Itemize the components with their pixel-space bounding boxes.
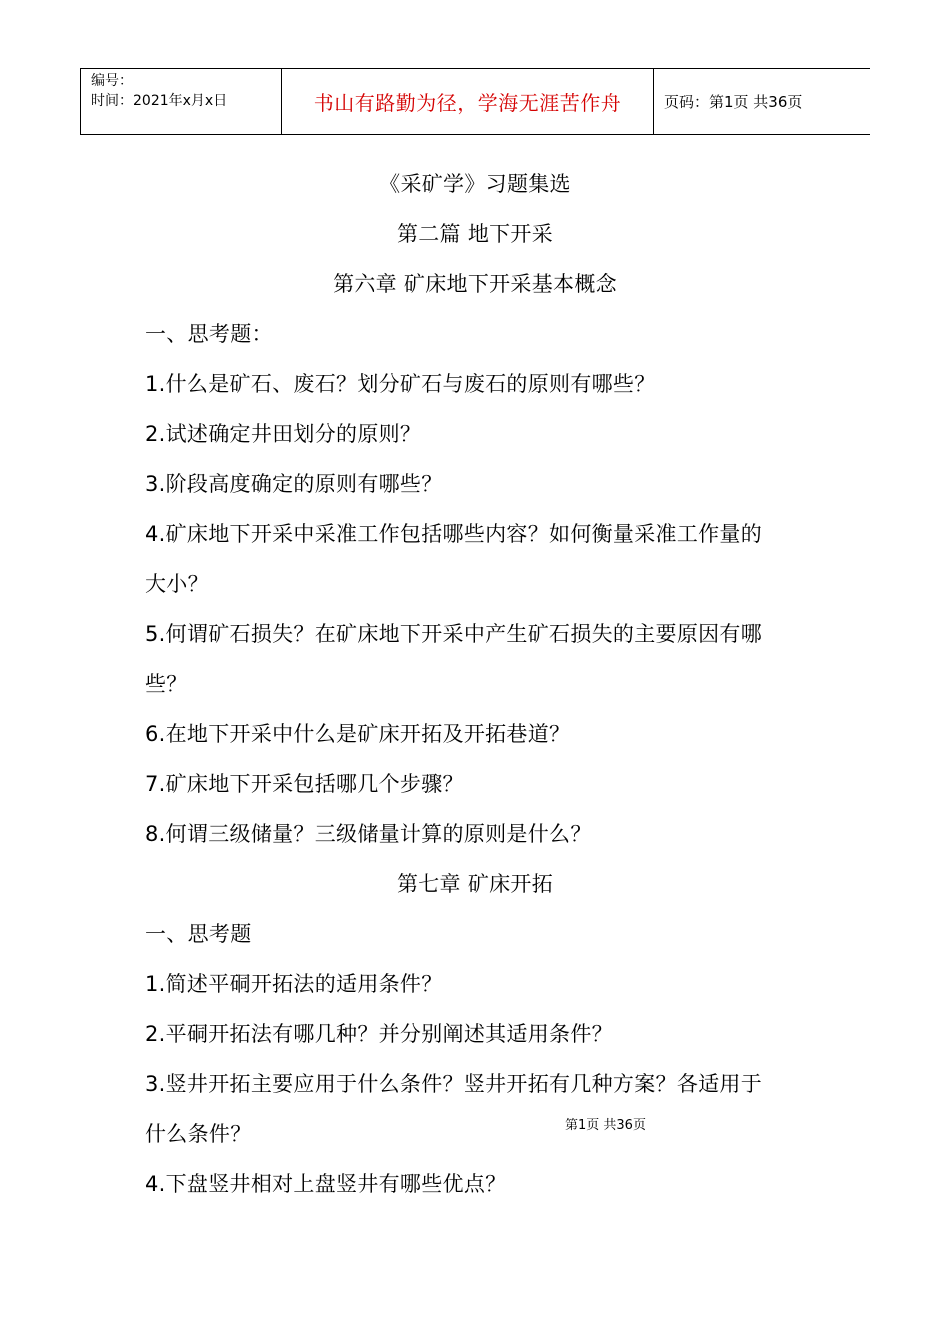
chapter-7-section-heading: 一、思考题 (145, 922, 252, 946)
question-line: 些？ (145, 672, 188, 696)
question-line: 3.竖井开拓主要应用于什么条件？竖井开拓有几种方案？各适用于 (145, 1072, 763, 1096)
question-line: 8.何谓三级储量？三级储量计算的原则是什么？ (145, 822, 592, 846)
question-line: 2.平硐开拓法有哪几种？并分别阐述其适用条件？ (145, 1022, 613, 1046)
document-number-label: 编号： (91, 73, 133, 89)
header-page-cell (654, 69, 870, 134)
header-table (80, 68, 870, 135)
question-line: 7.矿床地下开采包括哪几个步骤？ (145, 772, 464, 796)
question-line: 什么条件？ (145, 1122, 252, 1146)
part-title: 第二篇 地下开采 (396, 222, 554, 246)
header-motto: 书山有路勤为径，学海无涯苦作舟 (313, 91, 622, 115)
question-line: 5.何谓矿石损失？在矿床地下开采中产生矿石损失的主要原因有哪 (145, 622, 763, 646)
chapter-7-title: 第七章 矿床开拓 (396, 872, 554, 896)
header-page-info: 页码：第1页 共36页 (664, 93, 803, 111)
document-time-label: 时间：2021年x月x日 (91, 93, 228, 109)
question-line: 4.矿床地下开采中采准工作包括哪些内容？如何衡量采准工作量的 (145, 522, 763, 546)
question-line: 大小？ (145, 572, 209, 596)
header-motto-cell (282, 69, 654, 134)
question-line: 4.下盘竖井相对上盘竖井有哪些优点？ (145, 1172, 507, 1196)
header-meta-cell (80, 69, 282, 134)
chapter-6-section-heading: 一、思考题： (145, 322, 273, 346)
question-line: 2.试述确定井田划分的原则？ (145, 422, 422, 446)
question-line: 3.阶段高度确定的原则有哪些？ (145, 472, 443, 496)
document-title: 《采矿学》习题集选 (379, 172, 571, 196)
chapter-6-title: 第六章 矿床地下开采基本概念 (333, 272, 617, 296)
footer-page-number: 第1页 共36页 (565, 1118, 646, 1133)
question-line: 6.在地下开采中什么是矿床开拓及开拓巷道？ (145, 722, 571, 746)
question-line: 1.什么是矿石、废石？划分矿石与废石的原则有哪些？ (145, 372, 656, 396)
question-line: 1.简述平硐开拓法的适用条件？ (145, 972, 443, 996)
